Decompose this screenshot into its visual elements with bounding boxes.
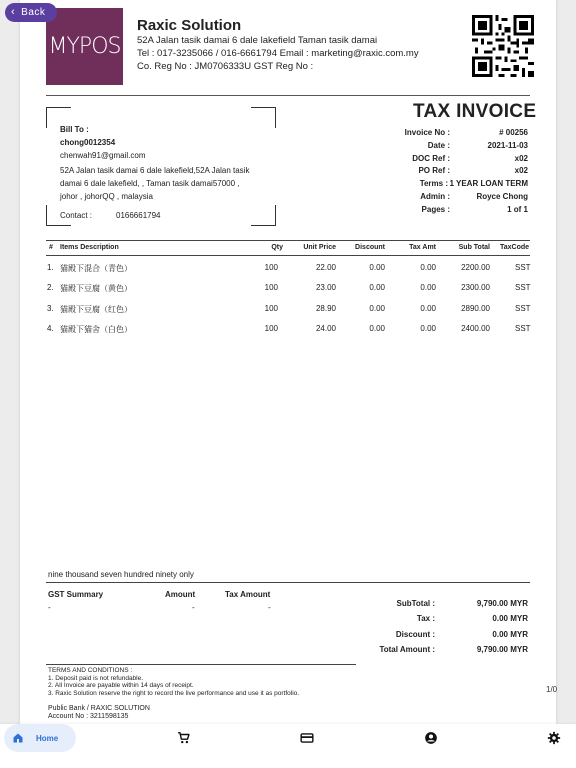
page-indicator: 1/0 (546, 685, 558, 694)
row-desc: 猫殿下豆腐（黄色） (60, 284, 132, 293)
header-divider (46, 95, 530, 96)
gear-icon[interactable] (547, 731, 561, 745)
doc-ref-label: DOC Ref : (412, 154, 450, 163)
admin-label: Admin : (420, 192, 450, 201)
row-price: 28.90 (315, 304, 336, 313)
row-desc: 猫殿下猫舍（白色） (60, 325, 132, 334)
row-qty: 100 (264, 283, 278, 292)
terms-label: Terms : (419, 179, 448, 188)
invoice-paper (20, 0, 556, 724)
row-taxcode: SST (515, 304, 531, 313)
chevron-left-icon: ‹ (11, 6, 16, 18)
card-icon[interactable] (300, 731, 314, 745)
row-desc: 猫殿下豆腐（红色） (60, 305, 132, 314)
gst-summary-label: GST Summary (48, 590, 104, 599)
gst-amount-label: Amount (165, 590, 196, 599)
amount-in-words: nine thousand seven hundred ninety only (48, 570, 194, 579)
pages-label: Pages : (421, 205, 450, 214)
company-logo (46, 8, 123, 85)
nav-home-label: Home (36, 733, 59, 743)
row-subtotal: 2200.00 (461, 263, 490, 272)
row-tax: 0.00 (420, 324, 436, 333)
discount-value: 0.00 MYR (492, 630, 528, 639)
row-num: 2. (47, 283, 54, 292)
row-qty: 100 (264, 324, 278, 333)
discount-label: Discount : (395, 630, 435, 639)
col-header-desc: Items Description (60, 244, 119, 251)
bank-details (48, 705, 150, 721)
total-amount-value: 9,790.00 MYR (476, 645, 528, 654)
gst-tax-amount-value: - (268, 603, 271, 612)
row-qty: 100 (264, 263, 278, 272)
admin-value: Royce Chong (476, 192, 528, 201)
bottom-nav (0, 724, 576, 768)
invoice-no-label: Invoice No : (404, 128, 450, 137)
cart-icon[interactable] (177, 731, 191, 745)
col-header-num: # (49, 244, 53, 251)
tax-value: 0.00 MYR (492, 614, 528, 623)
logo-text: MYPOS (48, 34, 121, 59)
row-num: 1. (47, 263, 54, 272)
back-button[interactable] (5, 3, 57, 22)
company-address: 52A Jalan tasik damai 6 dale lakefield Taman tasik damai (137, 35, 378, 46)
bill-to-contact-label: Contact : (60, 211, 93, 220)
gst-amount-value: - (192, 603, 195, 612)
terms-value: 1 YEAR LOAN TERM (449, 179, 528, 188)
terms-divider (46, 664, 356, 665)
subtotal-label: SubTotal : (396, 599, 435, 608)
bank-account: Account No : 3211598135 (48, 713, 129, 720)
col-header-qty: Qty (271, 244, 283, 251)
bill-to-email: chenwah91@gmail.com (60, 151, 146, 160)
po-ref-value: x02 (514, 166, 528, 175)
row-discount: 0.00 (369, 283, 385, 292)
doc-ref-value: x02 (514, 154, 528, 163)
date-value: 2021-11-03 (487, 141, 528, 150)
row-discount: 0.00 (369, 324, 385, 333)
col-header-taxcode: TaxCode (500, 244, 530, 251)
back-label: Back (21, 7, 46, 18)
account-icon[interactable] (424, 731, 438, 745)
subtotal-value: 9,790.00 MYR (476, 599, 528, 608)
gst-tax-amount-label: Tax Amount (225, 590, 271, 599)
bill-box-corner (251, 107, 276, 128)
summary-divider (46, 582, 530, 583)
row-taxcode: SST (515, 283, 531, 292)
row-taxcode: SST (515, 263, 531, 272)
row-price: 23.00 (315, 283, 336, 292)
terms-line: 2. All Invoice are payable within 14 days of receipt. (48, 682, 194, 689)
home-icon (12, 732, 24, 744)
row-num: 4. (47, 324, 54, 333)
row-price: 24.00 (315, 324, 336, 333)
bill-to-label: Bill To : (60, 125, 89, 134)
po-ref-label: PO Ref : (418, 166, 450, 175)
qr-code-icon (472, 15, 534, 77)
row-discount: 0.00 (369, 263, 385, 272)
row-num: 3. (47, 304, 54, 313)
tax-label: Tax : (416, 614, 435, 623)
pages-value: 1 of 1 (507, 205, 528, 214)
terms-line: 3. Raxic Solution reserve the right to record the live performance and use it as portfolio. (48, 689, 300, 697)
terms-title: TERMS AND CONDITIONS : (48, 667, 133, 674)
row-tax: 0.00 (420, 263, 436, 272)
date-label: Date : (427, 141, 450, 150)
bill-to-address-1: 52A Jalan tasik damai 6 dale lakefield,52A Jalan tasik (60, 166, 250, 175)
company-reg: Co. Reg No : JM0706333U GST Reg No : (137, 61, 314, 72)
nav-home[interactable] (4, 724, 76, 752)
terms-line: 1. Deposit paid is not refundable. (48, 674, 144, 682)
row-price: 22.00 (315, 263, 336, 272)
bill-to-name: chong0012354 (60, 138, 116, 147)
row-discount: 0.00 (369, 304, 385, 313)
bank-name: Public Bank / RAXIC SOLUTION (48, 705, 150, 712)
bill-to-contact-value: 0166661794 (116, 211, 161, 220)
invoice-no-value: # 00256 (499, 128, 528, 137)
row-tax: 0.00 (420, 283, 436, 292)
row-qty: 100 (264, 304, 278, 313)
col-header-tax: Tax Amt (409, 244, 436, 251)
row-tax: 0.00 (420, 304, 436, 313)
gst-summary-value: - (48, 603, 51, 612)
col-header-discount: Discount (355, 244, 385, 251)
terms-and-conditions (48, 667, 299, 697)
col-header-subtotal: Sub Total (458, 244, 490, 251)
table-top-line (46, 240, 530, 241)
total-amount-label: Total Amount : (379, 645, 435, 654)
col-header-price: Unit Price (303, 244, 336, 251)
row-taxcode: SST (515, 324, 531, 333)
bill-box-corner (251, 205, 276, 226)
row-desc: 猫殿下混合（青色） (60, 264, 132, 273)
row-subtotal: 2400.00 (461, 324, 490, 333)
row-subtotal: 2890.00 (461, 304, 490, 313)
invoice-title: TAX INVOICE (413, 101, 537, 122)
company-name: Raxic Solution (137, 17, 242, 34)
bill-to-address-2: damai 6 dale lakefield, , Taman tasik damai57000 , (60, 179, 240, 188)
company-contact: Tel : 017-3235066 / 016-6661794 Email : marketing@raxic.com.my (137, 48, 419, 59)
row-subtotal: 2300.00 (461, 283, 490, 292)
table-header-line (46, 255, 530, 256)
bill-to-address-3: johor , johorQQ , malaysia (60, 192, 153, 201)
